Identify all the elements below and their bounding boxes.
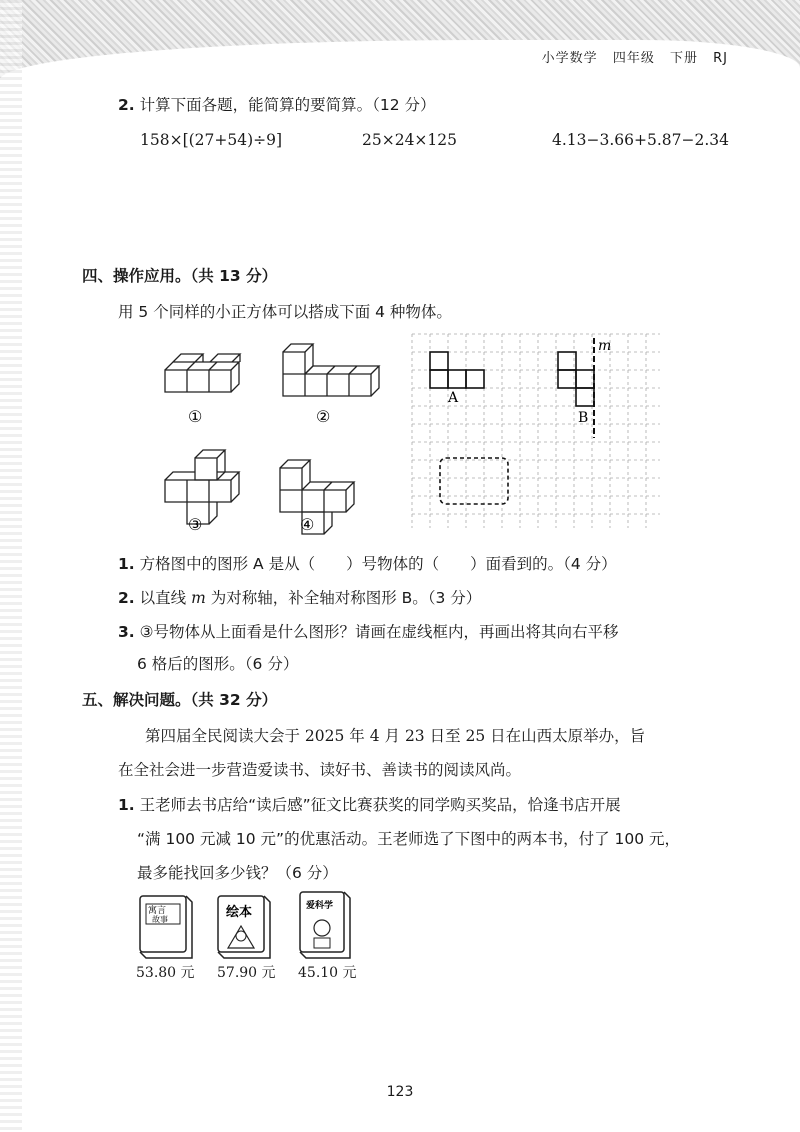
figure-b-label: B (578, 410, 589, 426)
s4-item-2-text-post: 为对称轴，补全轴对称图形 B。（3 分） (205, 589, 482, 607)
book-3-title: 爱科学 (306, 901, 334, 911)
q2-number: 2. (118, 96, 135, 114)
s4-item-3-number: 3. (118, 623, 135, 641)
section5-para-line2: 在全社会进一步营造爱读书、读好书、善读书的阅读风尚。 (118, 761, 522, 779)
s4-item-2-text-pre: 以直线 (139, 589, 192, 607)
cube-figure-4 (280, 460, 354, 534)
s5-q1-line3: 最多能找回多少钱？（6 分） (137, 864, 338, 882)
s5-q1-text-1: 王老师去书店给“读后感”征文比赛获奖的同学购买奖品，恰逢书店开展 (139, 796, 621, 814)
q2-line (118, 93, 436, 115)
section5-para-line1: 第四届全民阅读大会于 2025 年 4 月 23 日至 25 日在山西太原举办，旨 (145, 727, 646, 745)
q2-text: 计算下面各题，能简算的要简算。（12 分） (139, 96, 436, 114)
grid-figure-a (430, 352, 484, 388)
figure-label-1: ① (188, 407, 203, 426)
book-3-price: 45.10 元 (298, 965, 357, 981)
s4-item-3 (118, 620, 619, 642)
axis-label-m: m (598, 338, 612, 354)
s4-item-2 (118, 586, 481, 608)
cube-figure-3 (165, 450, 239, 524)
s4-item-1 (118, 552, 617, 574)
q2-expression-2: 25×24×125 (362, 131, 458, 149)
book-1-title-1: 寓言 (148, 906, 167, 916)
page-number: 123 (386, 1084, 414, 1100)
header-grade: 四年级 (612, 51, 655, 66)
section4-intro: 用 5 个同样的小正方体可以搭成下面 4 种物体。 (118, 303, 452, 321)
book-illustrations (128, 890, 368, 962)
book-1-price: 53.80 元 (136, 965, 195, 981)
book-1-title-2: 故事 (152, 915, 168, 924)
cube-figure-2 (283, 344, 379, 396)
square-grid (408, 330, 672, 540)
q2-expression-3: 4.13−3.66+5.87−2.34 (552, 131, 730, 149)
binding-edge (0, 0, 22, 1132)
figure-label-3: ③ (188, 515, 203, 534)
figure-label-4: ④ (300, 515, 315, 534)
s4-item-3-line2: 6 格后的图形。（6 分） (137, 655, 299, 673)
q2-expression-1: 158×[(27+54)÷9] (140, 131, 283, 149)
figure-a-label: A (448, 390, 459, 406)
section5-title: 五、解决问题。（共 32 分） (82, 691, 278, 709)
figure-label-2: ② (316, 407, 331, 426)
s4-item-3-text: ③号物体从上面看是什么图形？请画在虚线框内，再画出将其向右平移 (139, 623, 619, 641)
s5-q1-line2: “满 100 元减 10 元”的优惠活动。王老师选了下图中的两本书，付了 100 元， (137, 830, 681, 848)
s5-q1-number: 1. (118, 796, 135, 814)
answer-dashed-box[interactable] (440, 458, 508, 504)
header-subject: 小学数学 (541, 51, 598, 66)
s4-item-2-var: m (191, 589, 206, 607)
header-edition: RJ (713, 51, 728, 66)
section4-title: 四、操作应用。（共 13 分） (82, 267, 278, 285)
s4-item-1-text: 方格图中的图形 A 是从（ ）号物体的（ ）面看到的。（4 分） (139, 555, 617, 573)
cube-figures (150, 340, 390, 540)
s4-item-2-number: 2. (118, 589, 135, 607)
book-2-price: 57.90 元 (217, 965, 276, 981)
header-term: 下册 (669, 51, 698, 66)
s4-item-1-number: 1. (118, 555, 135, 573)
s5-q1-line1 (118, 793, 621, 815)
grid-figure-b (558, 352, 594, 406)
book-2-title: 绘本 (226, 905, 253, 920)
cube-figure-1 (165, 354, 240, 392)
page-header (532, 47, 728, 66)
